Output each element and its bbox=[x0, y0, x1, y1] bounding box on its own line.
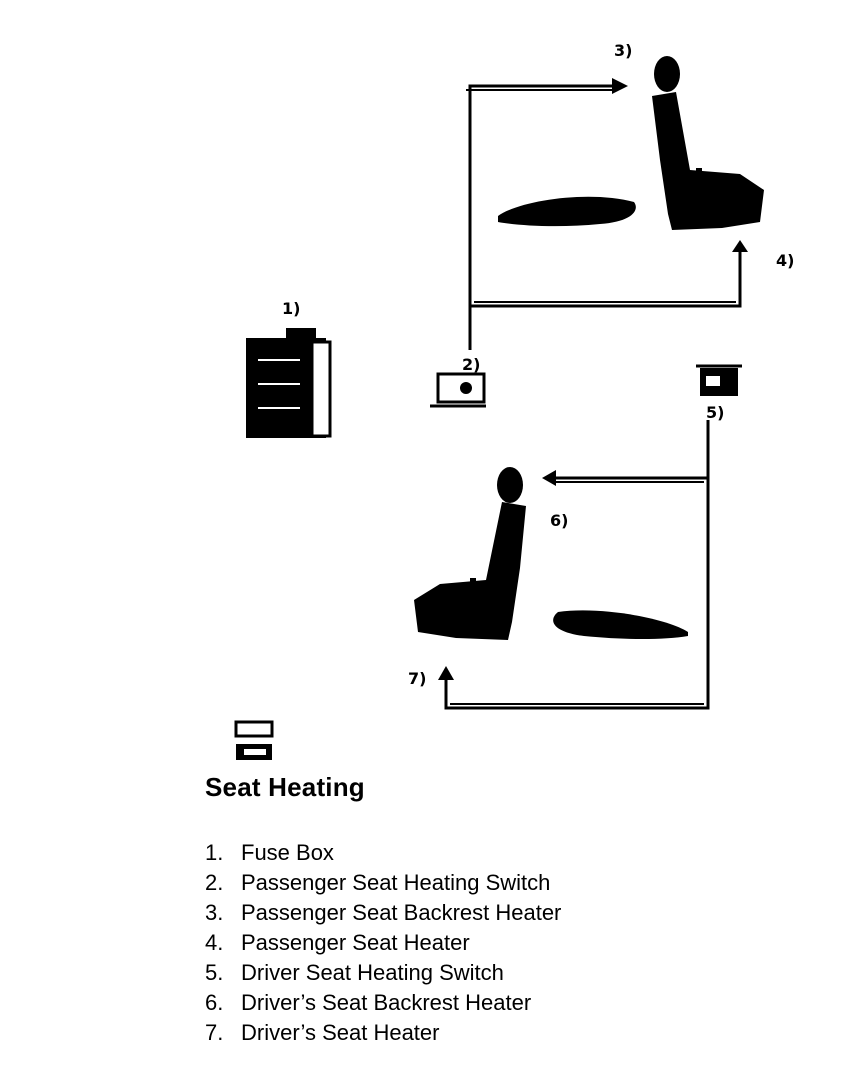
legend-label: Fuse Box bbox=[241, 840, 334, 865]
legend-item bbox=[205, 988, 561, 1018]
driver-seat bbox=[414, 467, 526, 640]
callout-fuse-box: 1) bbox=[282, 299, 301, 318]
legend-item bbox=[205, 1018, 561, 1048]
driver-wiring bbox=[446, 420, 708, 708]
legend-number: 7. bbox=[205, 1020, 224, 1045]
driver-heater-arrow bbox=[438, 666, 454, 680]
passenger-seat-cushion-pad bbox=[498, 197, 636, 226]
diagram-title: Seat Heating bbox=[205, 772, 365, 802]
connector-symbol-open bbox=[236, 722, 272, 736]
legend-label: Passenger Seat Backrest Heater bbox=[241, 900, 562, 925]
callout-driver-backrest: 6) bbox=[550, 511, 569, 530]
callout-driver-heater: 7) bbox=[408, 669, 427, 688]
driver-heating-switch bbox=[696, 366, 742, 396]
fuse-box bbox=[246, 328, 330, 438]
legend-label: Driver’s Seat Backrest Heater bbox=[241, 990, 532, 1015]
driver-backrest-arrow bbox=[542, 470, 556, 486]
passenger-heater-arrow bbox=[732, 240, 748, 252]
legend-item bbox=[205, 958, 561, 988]
legend-item bbox=[205, 898, 561, 928]
passenger-backrest-arrow bbox=[612, 78, 628, 94]
legend-number: 1. bbox=[205, 840, 224, 865]
legend-item bbox=[205, 838, 561, 868]
passenger-seat bbox=[652, 56, 764, 230]
callout-passenger-switch: 2) bbox=[462, 355, 481, 374]
legend-item bbox=[205, 868, 561, 898]
component-legend bbox=[205, 838, 561, 1048]
legend-number: 4. bbox=[205, 930, 224, 955]
passenger-heating-switch bbox=[430, 374, 486, 406]
callout-passenger-heater: 4) bbox=[776, 251, 795, 270]
legend-label: Passenger Seat Heating Switch bbox=[241, 870, 551, 895]
legend-number: 6. bbox=[205, 990, 224, 1015]
callout-passenger-backrest: 3) bbox=[614, 41, 633, 60]
legend-number: 3. bbox=[205, 900, 224, 925]
legend-label: Driver Seat Heating Switch bbox=[241, 960, 504, 985]
legend-number: 2. bbox=[205, 870, 224, 895]
callout-driver-switch: 5) bbox=[706, 403, 725, 422]
legend-item bbox=[205, 928, 561, 958]
legend-label: Passenger Seat Heater bbox=[241, 930, 470, 955]
legend-label: Driver’s Seat Heater bbox=[241, 1020, 440, 1045]
legend-number: 5. bbox=[205, 960, 224, 985]
driver-seat-cushion-pad bbox=[553, 610, 688, 639]
